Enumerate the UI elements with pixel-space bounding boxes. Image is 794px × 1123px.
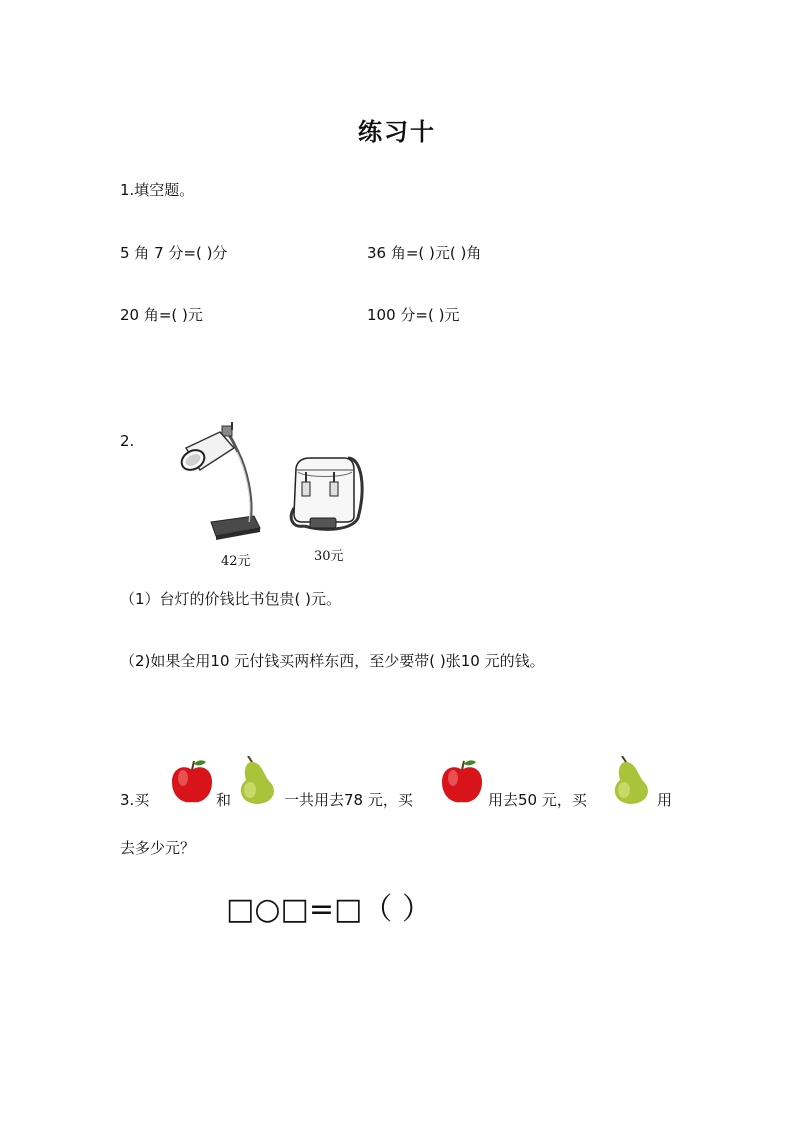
q2-sub-2: （2)如果全用10 元付钱买两样东西，至少要带( )张10 元的钱。	[120, 652, 545, 670]
q3-text-2: 和	[216, 791, 232, 809]
bag-price-label: 30元	[314, 549, 344, 564]
q3-text-1: 3.买	[120, 791, 150, 809]
apple-icon-2	[438, 758, 486, 806]
q1-item-4: 100 分=( )元	[367, 306, 460, 324]
q1-heading: 1.填空题。	[120, 181, 195, 199]
q3-text-5: 用	[657, 791, 673, 809]
pear-icon-2	[608, 756, 656, 806]
lamp-price-label: 42元	[221, 554, 251, 569]
q2-sub-1: （1）台灯的价钱比书包贵( )元。	[120, 590, 342, 608]
q3-line-2: 去多少元？	[120, 839, 196, 857]
q1-item-3: 20 角=( )元	[120, 306, 203, 324]
page-title: 练习十	[358, 118, 436, 146]
pear-icon	[234, 756, 282, 806]
q2-number: 2.	[120, 432, 135, 450]
apple-icon	[168, 758, 216, 806]
q1-item-1: 5 角 7 分=( )分	[120, 244, 228, 262]
q3-equation: □○□=□（ ）	[226, 892, 432, 927]
q3-text-4: 用去50 元，买	[488, 791, 587, 809]
desk-lamp-image	[176, 418, 266, 540]
q1-item-2: 36 角=( )元( )角	[367, 244, 482, 262]
school-bag-image	[286, 448, 366, 536]
q3-text-3: 一共用去78 元，买	[284, 791, 413, 809]
